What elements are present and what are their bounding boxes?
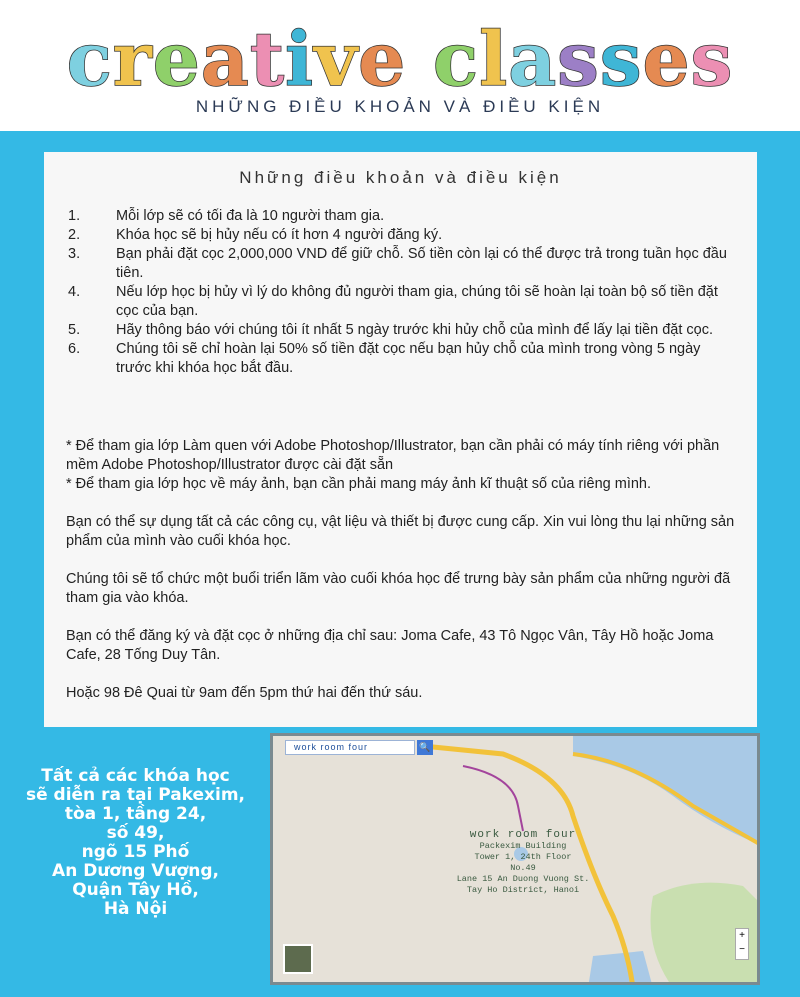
map-label-line: No.49	[510, 863, 536, 873]
term-text: Hãy thông báo với chúng tôi ít nhất 5 ngày trước khi hủy chỗ của mình để lấy lại tiền đặt cọc.	[116, 322, 713, 338]
venue-line: số 49,	[106, 823, 165, 843]
list-item	[68, 321, 738, 340]
term-text: Bạn phải đặt cọc 2,000,000 VND để giữ chỗ. Số tiền còn lại có thể được trả trong tuần học đầu tiên.	[116, 246, 727, 281]
header	[0, 0, 800, 131]
logo-letter: v	[314, 17, 359, 103]
search-icon[interactable]: 🔍	[417, 740, 433, 755]
logo-letter: s	[690, 17, 734, 103]
venue-line: An Dương Vượng,	[52, 861, 219, 881]
list-item	[68, 283, 738, 321]
note-photoshop: * Để tham gia lớp Làm quen với Adobe Photoshop/Illustrator, bạn cần phải có máy tính riêng với phần mềm Adobe Photoshop/Illustrator được cài đặt sẵn	[66, 438, 720, 473]
logo-letter: c	[433, 17, 480, 103]
terms-panel	[44, 152, 757, 727]
pond-water	[588, 951, 653, 985]
term-number: 4.	[68, 284, 81, 300]
creative-classes-logo	[0, 18, 800, 102]
term-number: 2.	[68, 227, 81, 243]
venue-line: tòa 1, tầng 24,	[64, 804, 207, 824]
venue-line: sẽ diễn ra tại Pakexim,	[25, 785, 246, 805]
zoom-control[interactable]: + −	[735, 928, 749, 960]
logo-letter: a	[508, 17, 558, 103]
list-item	[68, 207, 738, 226]
term-text: Nếu lớp học bị hủy vì lý do không đủ người tham gia, chúng tôi sẽ hoàn lại toàn bộ số tiền đặt cọc của bạn.	[116, 284, 718, 319]
logo-letter: r	[112, 17, 153, 103]
logo-letter: e	[358, 17, 407, 103]
venue-line: ngõ 15 Phố	[81, 842, 190, 862]
term-text: Chúng tôi sẽ chỉ hoàn lại 50% số tiền đặt cọc nếu bạn hủy chỗ của mình trong vòng 5 ngày trước khi khóa học bắt đầu.	[116, 341, 701, 376]
logo-letter	[406, 17, 433, 103]
para-register: Bạn có thể đăng ký và đặt cọc ở những địa chỉ sau: Joma Cafe, 43 Tô Ngọc Vân, Tây Hồ hoặc Joma Cafe, 28 Tống Duy Tân.	[66, 628, 714, 663]
term-number: 3.	[68, 246, 81, 262]
logo-letter: e	[152, 17, 201, 103]
map-location-label	[423, 830, 623, 896]
map-label-line: Packexim Building	[479, 841, 567, 851]
venue-line: Tất cả các khóa học	[41, 766, 230, 786]
venue-line: Hà Nội	[103, 899, 168, 919]
term-number: 5.	[68, 322, 81, 338]
notes-section	[66, 437, 746, 722]
term-number: 1.	[68, 208, 81, 224]
logo-letter: t	[249, 17, 286, 103]
para-tools: Bạn có thể sự dụng tất cả các công cụ, vật liệu và thiết bị được cung cấp. Xin vui lòng thu lại những sản phẩm của mình vào cuối khóa học.	[66, 514, 735, 549]
para-hours: Hoặc 98 Đê Quai từ 9am đến 5pm thứ hai đến thứ sáu.	[66, 685, 423, 701]
logo-letter: i	[285, 17, 315, 103]
logo-letter: a	[200, 17, 250, 103]
list-item	[68, 340, 738, 378]
term-text: Mỗi lớp sẽ có tối đa là 10 người tham gia.	[116, 208, 385, 224]
route-line	[463, 766, 523, 831]
map-label-line: Tower 1, 24th Floor	[474, 852, 572, 862]
list-item	[68, 226, 738, 245]
logo-letter: l	[479, 17, 509, 103]
map-label-line: Lane 15 An Duong Vuong St.	[456, 874, 590, 884]
map-search-input[interactable]: work room four	[285, 740, 415, 755]
location-map[interactable]	[270, 733, 760, 985]
logo-letter: s	[599, 17, 643, 103]
venue-address	[18, 767, 253, 919]
panel-title: Những điều khoản và điều kiện	[239, 168, 562, 187]
term-text: Khóa học sẽ bị hủy nếu có ít hơn 4 người đăng ký.	[116, 227, 443, 243]
logo-letter: c	[66, 17, 113, 103]
map-label-title: work room four	[469, 829, 577, 841]
list-item	[68, 245, 738, 283]
terms-list	[68, 207, 738, 378]
venue-line: Quận Tây Hồ,	[72, 880, 199, 900]
map-label-line: Tay Ho District, Hanoi	[466, 885, 580, 895]
logo-letter: s	[557, 17, 600, 103]
logo-letter: e	[642, 17, 691, 103]
note-camera: * Để tham gia lớp học về máy ảnh, bạn cần phải mang máy ảnh kĩ thuật số của riêng mình.	[66, 476, 652, 492]
para-exhibition: Chúng tôi sẽ tổ chức một buổi triển lãm vào cuối khóa học để trưng bày sản phẩm của những người đã tham gia vào khóa.	[66, 571, 731, 606]
map-thumbnail[interactable]	[283, 944, 313, 974]
page-subtitle: NHỮNG ĐIỀU KHOẢN VÀ ĐIỀU KIỆN	[195, 97, 605, 116]
term-number: 6.	[68, 341, 81, 357]
